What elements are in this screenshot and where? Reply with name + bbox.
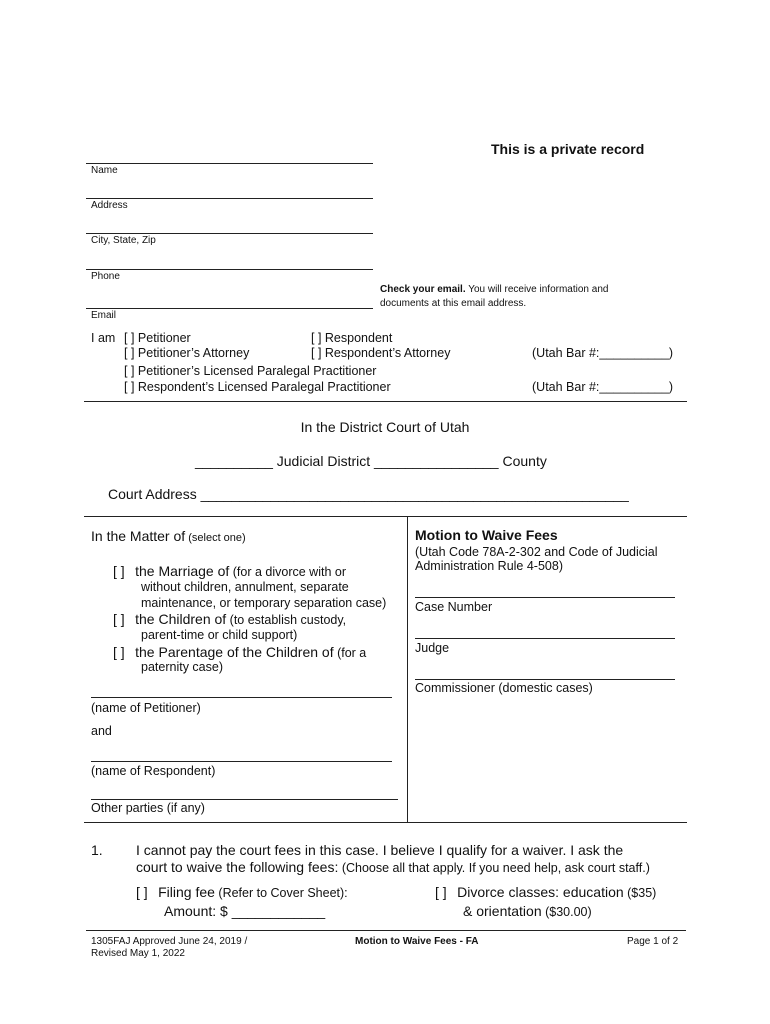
children-checkbox[interactable]: [ ] <box>113 611 125 627</box>
i-am-label: I am <box>91 331 116 345</box>
petitioner-name-line <box>91 697 392 698</box>
city-state-zip-field[interactable] <box>86 217 373 233</box>
email-label: Email <box>91 310 117 321</box>
private-record-notice: This is a private record <box>491 141 645 157</box>
respondent-name-line <box>91 761 392 762</box>
section-divider-2 <box>84 516 687 517</box>
name-line <box>86 163 373 164</box>
motion-citation-line1: (Utah Code 78A-2-302 and Code of Judicial <box>415 545 658 559</box>
caption-vertical-divider <box>407 516 408 822</box>
address-field[interactable] <box>86 182 373 198</box>
parentage-label: the Parentage of the Children of <box>135 644 334 660</box>
filing-fee-note: (Refer to Cover Sheet): <box>214 886 348 900</box>
check-email-notice <box>380 284 608 295</box>
role-respondents-attorney[interactable] <box>311 346 450 360</box>
matter-heading <box>91 528 246 546</box>
page-number: Page 1 of 2 <box>627 936 679 947</box>
item-1-number: 1. <box>91 842 103 858</box>
and-label: and <box>91 724 112 738</box>
phone-field[interactable] <box>86 253 373 269</box>
respondent-label: Respondent <box>324 331 393 345</box>
divorce-classes-checkbox[interactable]: [ ] <box>435 884 447 900</box>
motion-title: Motion to Waive Fees <box>415 527 558 543</box>
divorce-classes-option[interactable] <box>435 884 656 902</box>
respondents-attorney-checkbox[interactable]: [ ] <box>311 346 322 360</box>
court-title: In the District Court of Utah <box>300 419 470 435</box>
case-number-line <box>415 597 675 598</box>
court-address-blank[interactable]: _______________________________________________________ <box>196 486 629 502</box>
respondent-name-field[interactable] <box>91 745 392 761</box>
petitioner-checkbox[interactable]: [ ] <box>124 331 135 345</box>
form-id-line2: Revised May 1, 2022 <box>91 948 185 959</box>
marriage-desc-line3: maintenance, or temporary separation case) <box>141 596 387 610</box>
form-id-line1: 1305FAJ Approved June 24, 2019 / <box>91 936 248 947</box>
filing-fee-label: Filing fee <box>158 884 215 900</box>
item-1-line2 <box>136 859 650 877</box>
children-desc: (to establish custody, <box>226 613 347 627</box>
other-parties-label: Other parties (if any) <box>91 801 205 815</box>
role-petitioner[interactable] <box>124 331 191 345</box>
section-divider-3 <box>84 822 687 823</box>
check-email-rest: You will receive information and <box>465 284 609 295</box>
city-state-zip-line <box>86 233 373 234</box>
parentage-desc-line2: paternity case) <box>141 660 223 674</box>
role-petitioners-lpp[interactable] <box>124 364 376 378</box>
check-email-bold: Check your email. <box>380 284 466 295</box>
other-parties-field[interactable] <box>91 783 398 799</box>
other-parties-line <box>91 799 398 800</box>
matter-option-children[interactable] <box>113 611 346 629</box>
marriage-desc: (for a divorce with or <box>229 565 347 579</box>
email-line <box>86 308 373 309</box>
item-1-line1: I cannot pay the court fees in this case. I believe I qualify for a waiver. I ask the <box>136 842 624 858</box>
divorce-classes-price: ($35) <box>623 886 657 900</box>
matter-select-one: (select one) <box>185 532 246 544</box>
motion-citation-line2: Administration Rule 4-508) <box>415 559 563 573</box>
petitioners-attorney-label: Petitioner’s Attorney <box>137 346 250 360</box>
item-1-line2-main: court to waive the following fees: <box>136 859 339 875</box>
item-1-line2-note: (Choose all that apply. If you need help, ask court staff.) <box>338 861 650 875</box>
role-petitioners-attorney[interactable] <box>124 346 249 360</box>
name-field[interactable] <box>86 147 373 163</box>
petitioners-attorney-checkbox[interactable]: [ ] <box>124 346 135 360</box>
children-desc-line2: parent-time or child support) <box>141 628 298 642</box>
phone-label: Phone <box>91 271 120 282</box>
section-divider-1 <box>84 401 687 402</box>
case-number-label: Case Number <box>415 600 493 614</box>
orientation-price: ($30.00) <box>541 905 592 919</box>
court-address-line <box>108 486 629 502</box>
judge-line <box>415 638 675 639</box>
parentage-checkbox[interactable]: [ ] <box>113 644 125 660</box>
judicial-district-line <box>195 453 547 469</box>
county-label: County <box>498 453 547 469</box>
filing-fee-checkbox[interactable]: [ ] <box>136 884 148 900</box>
case-number-field[interactable] <box>415 581 675 597</box>
children-label: the Children of <box>135 611 227 627</box>
marriage-label: the Marriage of <box>135 563 230 579</box>
respondents-attorney-label: Respondent’s Attorney <box>324 346 451 360</box>
city-state-zip-label: City, State, Zip <box>91 235 156 246</box>
divorce-classes-label: Divorce classes: education <box>457 884 624 900</box>
respondent-checkbox[interactable]: [ ] <box>311 331 322 345</box>
respondents-lpp-label: Respondent’s Licensed Paralegal Practitioner <box>137 380 391 394</box>
form-title: Motion to Waive Fees - FA <box>355 936 479 947</box>
orientation-label: & orientation <box>463 903 542 919</box>
role-respondent[interactable] <box>311 331 392 345</box>
judge-field[interactable] <box>415 622 675 638</box>
petitioner-name-label: (name of Petitioner) <box>91 701 201 715</box>
petitioner-name-field[interactable] <box>91 681 392 697</box>
matter-option-marriage[interactable] <box>113 563 346 581</box>
utah-bar-number-2[interactable]: (Utah Bar #:__________) <box>532 380 674 394</box>
commissioner-field[interactable] <box>415 663 675 679</box>
filing-fee-amount[interactable]: Amount: $ ____________ <box>164 903 326 919</box>
marriage-checkbox[interactable]: [ ] <box>113 563 125 579</box>
parentage-desc: (for a <box>333 646 367 660</box>
utah-bar-number-1[interactable]: (Utah Bar #:__________) <box>532 346 674 360</box>
check-email-line2: documents at this email address. <box>380 298 527 309</box>
filing-fee-option[interactable] <box>136 884 348 902</box>
matter-heading-text: In the Matter of <box>91 528 186 544</box>
footer-divider <box>86 930 686 931</box>
address-label: Address <box>91 200 128 211</box>
petitioner-label: Petitioner <box>137 331 191 345</box>
court-address-label: Court Address <box>108 486 197 502</box>
email-field[interactable] <box>86 292 373 308</box>
commissioner-line <box>415 679 675 680</box>
judicial-district-label: Judicial District <box>272 453 375 469</box>
phone-line <box>86 269 373 270</box>
role-respondents-lpp[interactable] <box>124 380 391 394</box>
orientation-line <box>463 903 592 921</box>
respondents-lpp-checkbox[interactable]: [ ] <box>124 380 135 394</box>
judge-label: Judge <box>415 641 450 655</box>
marriage-desc-line2: without children, annulment, separate <box>141 580 349 594</box>
respondent-name-label: (name of Respondent) <box>91 764 216 778</box>
commissioner-label: Commissioner (domestic cases) <box>415 681 593 695</box>
petitioners-lpp-label: Petitioner’s Licensed Paralegal Practitioner <box>137 364 377 378</box>
name-label: Name <box>91 165 118 176</box>
address-line <box>86 198 373 199</box>
county-blank[interactable]: ________________ <box>374 453 499 469</box>
district-number-blank[interactable]: __________ <box>195 453 273 469</box>
petitioners-lpp-checkbox[interactable]: [ ] <box>124 364 135 378</box>
